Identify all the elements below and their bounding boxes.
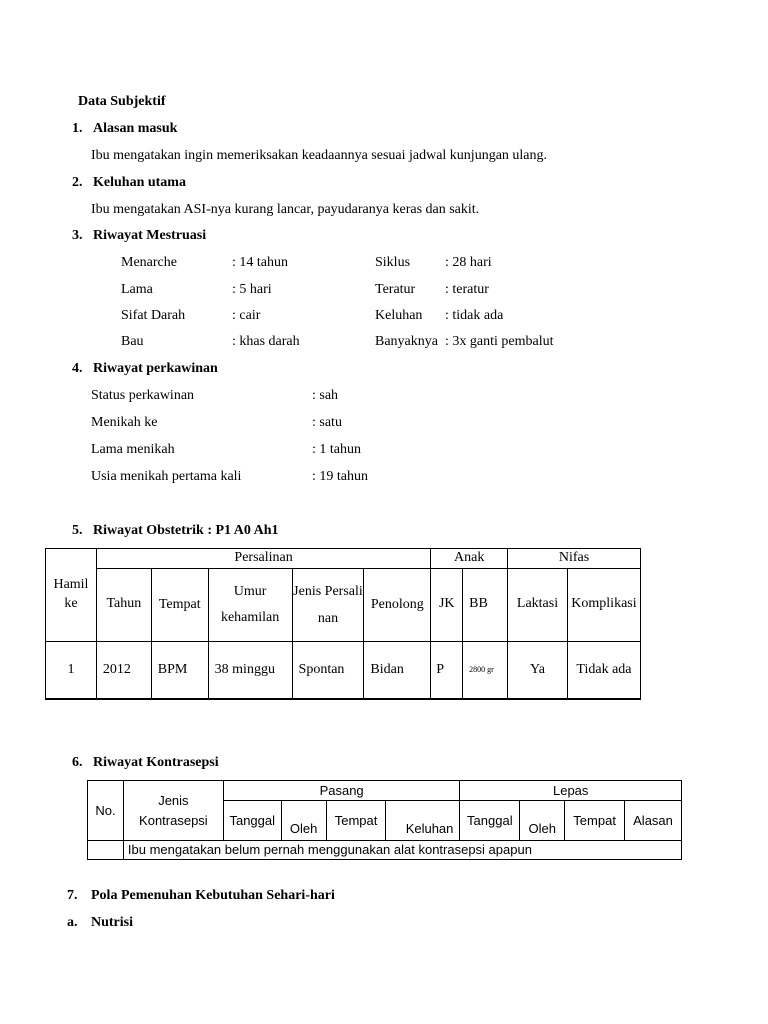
item-number: a.: [67, 915, 78, 930]
cell-umur: 38 minggu: [208, 641, 292, 699]
header-pasang-keluhan: Keluhan: [386, 801, 460, 841]
header-lepas-tanggal: Tanggal: [460, 801, 520, 841]
menstruasi-value: : 3x ganti pembalut: [445, 334, 554, 349]
menstruasi-value: : 28 hari: [445, 255, 492, 270]
menstruasi-value: : teratur: [445, 282, 489, 297]
item-title-perkawinan: Riwayat perkawinan: [93, 361, 218, 376]
header-laktasi: Laktasi: [508, 568, 568, 641]
header-tempat: Tempat: [151, 568, 208, 641]
header-nifas: Nifas: [508, 549, 641, 569]
text-keluhan: Ibu mengatakan ASI-nya kurang lancar, payudaranya keras dan sakit.: [91, 202, 480, 217]
header-pasang-tempat: Tempat: [326, 801, 386, 841]
item-title-obstetrik: Riwayat Obstetrik : P1 A0 Ah1: [93, 523, 279, 538]
obstetrik-table: [45, 548, 641, 700]
cell-tahun: 2012: [96, 641, 151, 699]
menstruasi-label: Lama: [121, 282, 153, 297]
cell-komplikasi: Tidak ada: [567, 641, 640, 699]
kontrasepsi-table: [87, 780, 682, 860]
item-number: 7.: [67, 888, 78, 903]
menstruasi-label: Siklus: [375, 255, 411, 270]
header-lepas-oleh: Oleh: [520, 801, 565, 841]
cell-penolong: Bidan: [364, 641, 431, 699]
item-title-keluhan: Keluhan utama: [93, 175, 186, 190]
menstruasi-label: Banyaknya: [375, 334, 438, 349]
header-pasang: Pasang: [223, 781, 460, 801]
item-number: 4.: [72, 361, 83, 376]
perkawinan-value: : 19 tahun: [312, 469, 368, 484]
item-title-alasan: Alasan masuk: [93, 121, 178, 136]
header-lepas-alasan: Alasan: [625, 801, 682, 841]
header-komplikasi: Komplikasi: [567, 568, 640, 641]
header-jenis-persalinan: Jenis Persalinan: [292, 568, 364, 641]
item-number: 3.: [72, 228, 83, 243]
menstruasi-label: Menarche: [121, 255, 177, 270]
item-title-nutrisi: Nutrisi: [91, 915, 133, 930]
header-tahun: Tahun: [96, 568, 151, 641]
menstruasi-value: : 14 tahun: [232, 255, 288, 270]
menstruasi-value: : cair: [232, 308, 261, 323]
perkawinan-value: : 1 tahun: [312, 442, 361, 457]
cell-kontrasepsi-note: Ibu mengatakan belum pernah menggunakan alat kontrasepsi apapun: [123, 841, 681, 860]
header-anak: Anak: [431, 549, 508, 569]
header-umur: Umur kehamilan: [208, 568, 292, 641]
menstruasi-value: : 5 hari: [232, 282, 272, 297]
cell-hamil-ke: 1: [46, 641, 97, 699]
menstruasi-value: : tidak ada: [445, 308, 504, 323]
cell-jk: P: [431, 641, 463, 699]
header-bb: BB: [463, 568, 508, 641]
text-alasan: Ibu mengatakan ingin memeriksakan keadaannya sesuai jadwal kunjungan ulang.: [91, 148, 548, 163]
cell-jenis: Spontan: [292, 641, 364, 699]
menstruasi-label: Teratur: [375, 282, 416, 297]
item-title-kontrasepsi: Riwayat Kontrasepsi: [93, 755, 219, 770]
header-jk: JK: [431, 568, 463, 641]
item-number: 6.: [72, 755, 83, 770]
item-title-pola: Pola Pemenuhan Kebutuhan Sehari-hari: [91, 888, 335, 903]
item-number: 1.: [72, 121, 83, 136]
perkawinan-label: Lama menikah: [91, 442, 175, 457]
header-hamil-ke: Hamil ke: [46, 549, 97, 642]
header-persalinan: Persalinan: [96, 549, 430, 569]
cell-no: [88, 841, 124, 860]
item-number: 2.: [72, 175, 83, 190]
cell-bb: 2800 gr: [463, 641, 508, 699]
item-title-menstruasi: Riwayat Mestruasi: [93, 228, 207, 243]
perkawinan-label: Status perkawinan: [91, 388, 195, 403]
header-penolong: Penolong: [364, 568, 431, 641]
perkawinan-label: Usia menikah pertama kali: [91, 469, 242, 484]
header-lepas-tempat: Tempat: [565, 801, 625, 841]
header-pasang-oleh: Oleh: [281, 801, 326, 841]
header-no: No.: [88, 781, 124, 841]
header-lepas: Lepas: [460, 781, 682, 801]
cell-laktasi: Ya: [508, 641, 568, 699]
perkawinan-label: Menikah ke: [91, 415, 158, 430]
item-number: 5.: [72, 523, 83, 538]
menstruasi-label: Sifat Darah: [121, 308, 186, 323]
header-jenis-kontrasepsi: Jenis Kontrasepsi: [123, 781, 223, 841]
menstruasi-label: Keluhan: [375, 308, 423, 323]
header-pasang-tanggal: Tanggal: [223, 801, 281, 841]
cell-tempat: BPM: [151, 641, 208, 699]
perkawinan-value: : satu: [312, 415, 342, 430]
section-title: Data Subjektif: [78, 94, 166, 109]
perkawinan-value: : sah: [312, 388, 339, 403]
menstruasi-value: : khas darah: [232, 334, 300, 349]
menstruasi-label: Bau: [121, 334, 144, 349]
